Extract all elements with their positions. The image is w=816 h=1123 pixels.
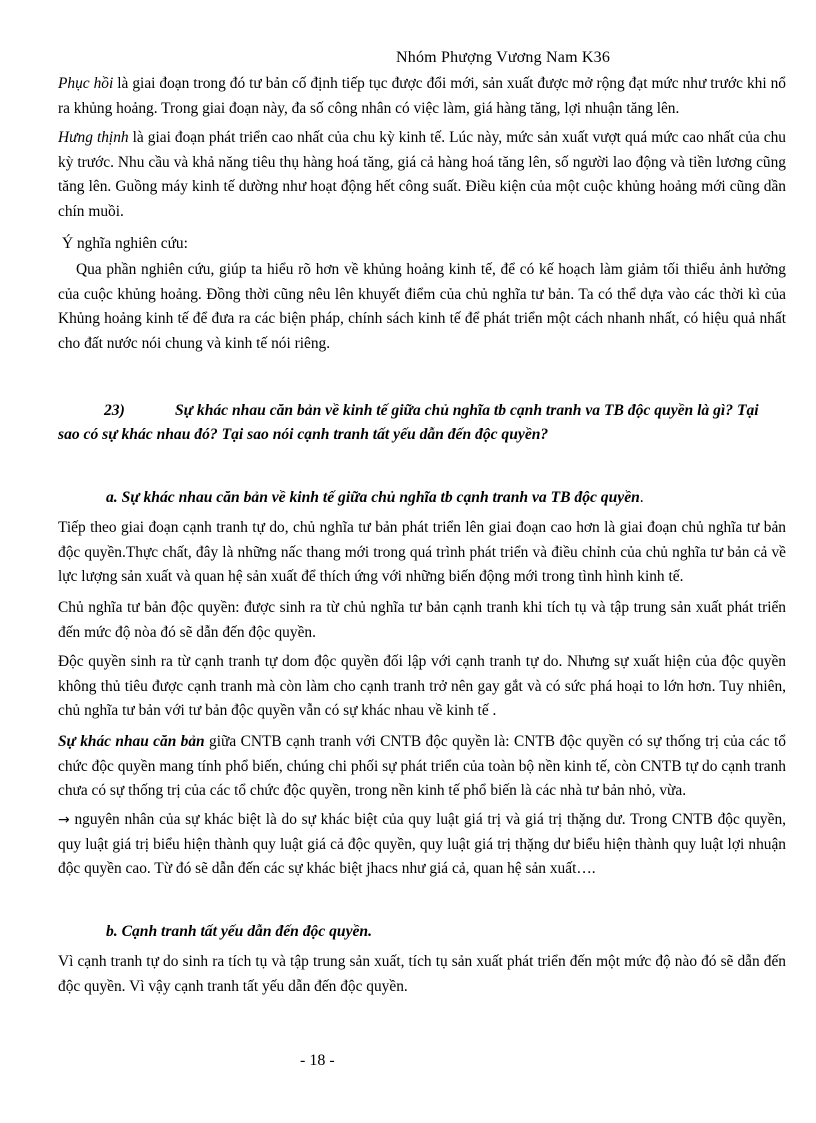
paragraph-phuc-hoi-text: là giai đoạn trong đó tư bản cố định tiếp tục được đổi mới, sản xuất được mở rộng đạt mức như trước khi nổ ra khủng hoảng. Trong giai đoạn này, đa số công nhân có việc làm, giá hàng tăng, lợi nhuận tăng lên. [58,75,787,117]
page-number: - 18 - [300,1052,335,1069]
paragraph-tiep-theo-text: Tiếp theo giai đoạn cạnh tranh tự do, chủ nghĩa tư bản phát triển lên giai đoạn cao hơn là giai đoạn chủ nghĩa tư bản độc quyền.Thực chất, đây là những nấc thang mới trong quá trình phát triển và điều chỉnh của chủ nghĩa tư bản cả về lực lượng sản xuất và quan hệ sản xuất để thích ứng với những biến động mới trong tình hình kinh tế. [58,519,786,586]
paragraph-su-khac-nhau [58,730,786,804]
section-a-period: . [639,489,644,506]
paragraph-vi-canh-tranh: Vì cạnh tranh tự do sinh ra tích tụ và tập trung sản xuất, tích tụ sản xuất phát triển đến một mức độ nào đó sẽ dẫn đến độc quyền. Vì vậy cạnh tranh tất yếu dẫn đến độc quyền. [58,953,786,995]
paragraph-doc-quyen-sinh-ra: Độc quyền sinh ra từ cạnh tranh tự dom độc quyền đối lập với cạnh tranh tự do. Nhưng sự xuất hiện của độc quyền không thủ tiêu được cạnh tranh mà còn làm cho cạnh tranh trở nên gay gắt và có sức phá hoại to lớn hơn. Tuy nhiên, chủ nghĩa tư bản với tư bản độc quyền vẫn có sự khác nhau về kinh tế . [58,653,786,720]
section-b-heading: b. Cạnh tranh tất yếu dẫn đến độc quyền. [106,923,372,940]
paragraph-nghien-cuu: Qua phần nghiên cứu, giúp ta hiểu rõ hơn về khủng hoảng kinh tế, để có kế hoạch làm giảm tối thiểu ảnh hưởng của cuộc khủng hoảng. Đồng thời cũng nêu lên khuyết điểm của chủ nghĩa tư bản. Ta có thể dựa vào các thời kì của Khủng hoảng kinh tế để đưa ra các biện pháp, chính sách kinh tế để phát triển một cách nhanh nhất, có hiệu quả nhất cho đất nước nói chung và kinh tế nói riêng. [58,261,786,352]
paragraph-y-nghia: Ý nghĩa nghiên cứu: [62,235,188,252]
paragraph-phuc-hoi [58,72,786,121]
question-23-number: 23) [104,402,125,419]
paragraph-hung-thinh-text: là giai đoạn phát triển cao nhất của chu kỳ kinh tế. Lúc này, mức sản xuất vượt quá mức cao nhất của chu kỳ trước. Nhu cầu và khả năng tiêu thụ hàng hoá tăng, giá cả hàng hoá tăng lên, số người lao động và tiền lương cũng tăng lên. Guồng máy kinh tế dường như hoạt động hết công suất. Điều kiện của một cuộc khủng hoảng mới cũng dần chín muồi. [58,129,786,220]
section-a-title: a. Sự khác nhau căn bản về kinh tế giữa chủ nghĩa tb cạnh tranh va TB độc quyền [106,489,640,506]
paragraph-nguyen-nhan-text: nguyên nhân của sự khác biệt là do sự khác biệt của quy luật giá trị và giá trị thặng dư. Trong CNTB độc quyền, quy luật giá trị biểu hiện thành quy luật giá cả độc quyền, quy luật giá trị thặng dư biểu hiện thành quy luật lợi nhuận độc quyền cao. Từ đó sẽ dẫn đến các sự khác biệt jhacs như giá cả, quan hệ sản xuất…. [58,811,786,878]
paragraph-hung-thinh [58,126,786,224]
question-23-line1: Sự khác nhau căn bản về kinh tế giữa chủ nghĩa tb cạnh tranh va TB độc quyền là gì? Tại [175,402,759,419]
paragraph-cntb-doc-quyen: Chủ nghĩa tư bản độc quyền: được sinh ra từ chủ nghĩa tư bản cạnh tranh khi tích tụ và tập trung sản xuất phát triển đến mức độ nòa đó sẽ dẫn đến độc quyền. [58,599,786,641]
term-su-khac-nhau: Sự khác nhau căn bản [58,733,205,750]
term-hung-thinh: Hưng thịnh [58,129,129,146]
paragraph-tiep-theo [58,516,786,590]
question-23-line2: sao có sự khác nhau đó? Tại sao nói cạnh tranh tất yếu dẫn đến độc quyền? [58,426,549,443]
section-a-heading [106,486,644,511]
page-header: Nhóm Phượng Vương Nam K36 [396,49,611,66]
term-phuc-hoi: Phục hồi [58,75,114,92]
paragraph-su-khac-nhau-text: giữa CNTB cạnh tranh với CNTB độc quyền là: CNTB độc quyền có sự thống trị của các tổ chức độc quyền mang tính phổ biến, chúng chi phối sự phát triển của toàn bộ nền kinh tế, còn CNTB tự do cạnh tranh chưa có sự thống trị của các tổ chức độc quyền, trong nền kinh tế phổ biến là các nhà tư bản nhỏ, vừa. [58,733,786,800]
paragraph-nguyen-nhan [58,808,786,882]
arrow-right-icon: → [58,812,70,828]
